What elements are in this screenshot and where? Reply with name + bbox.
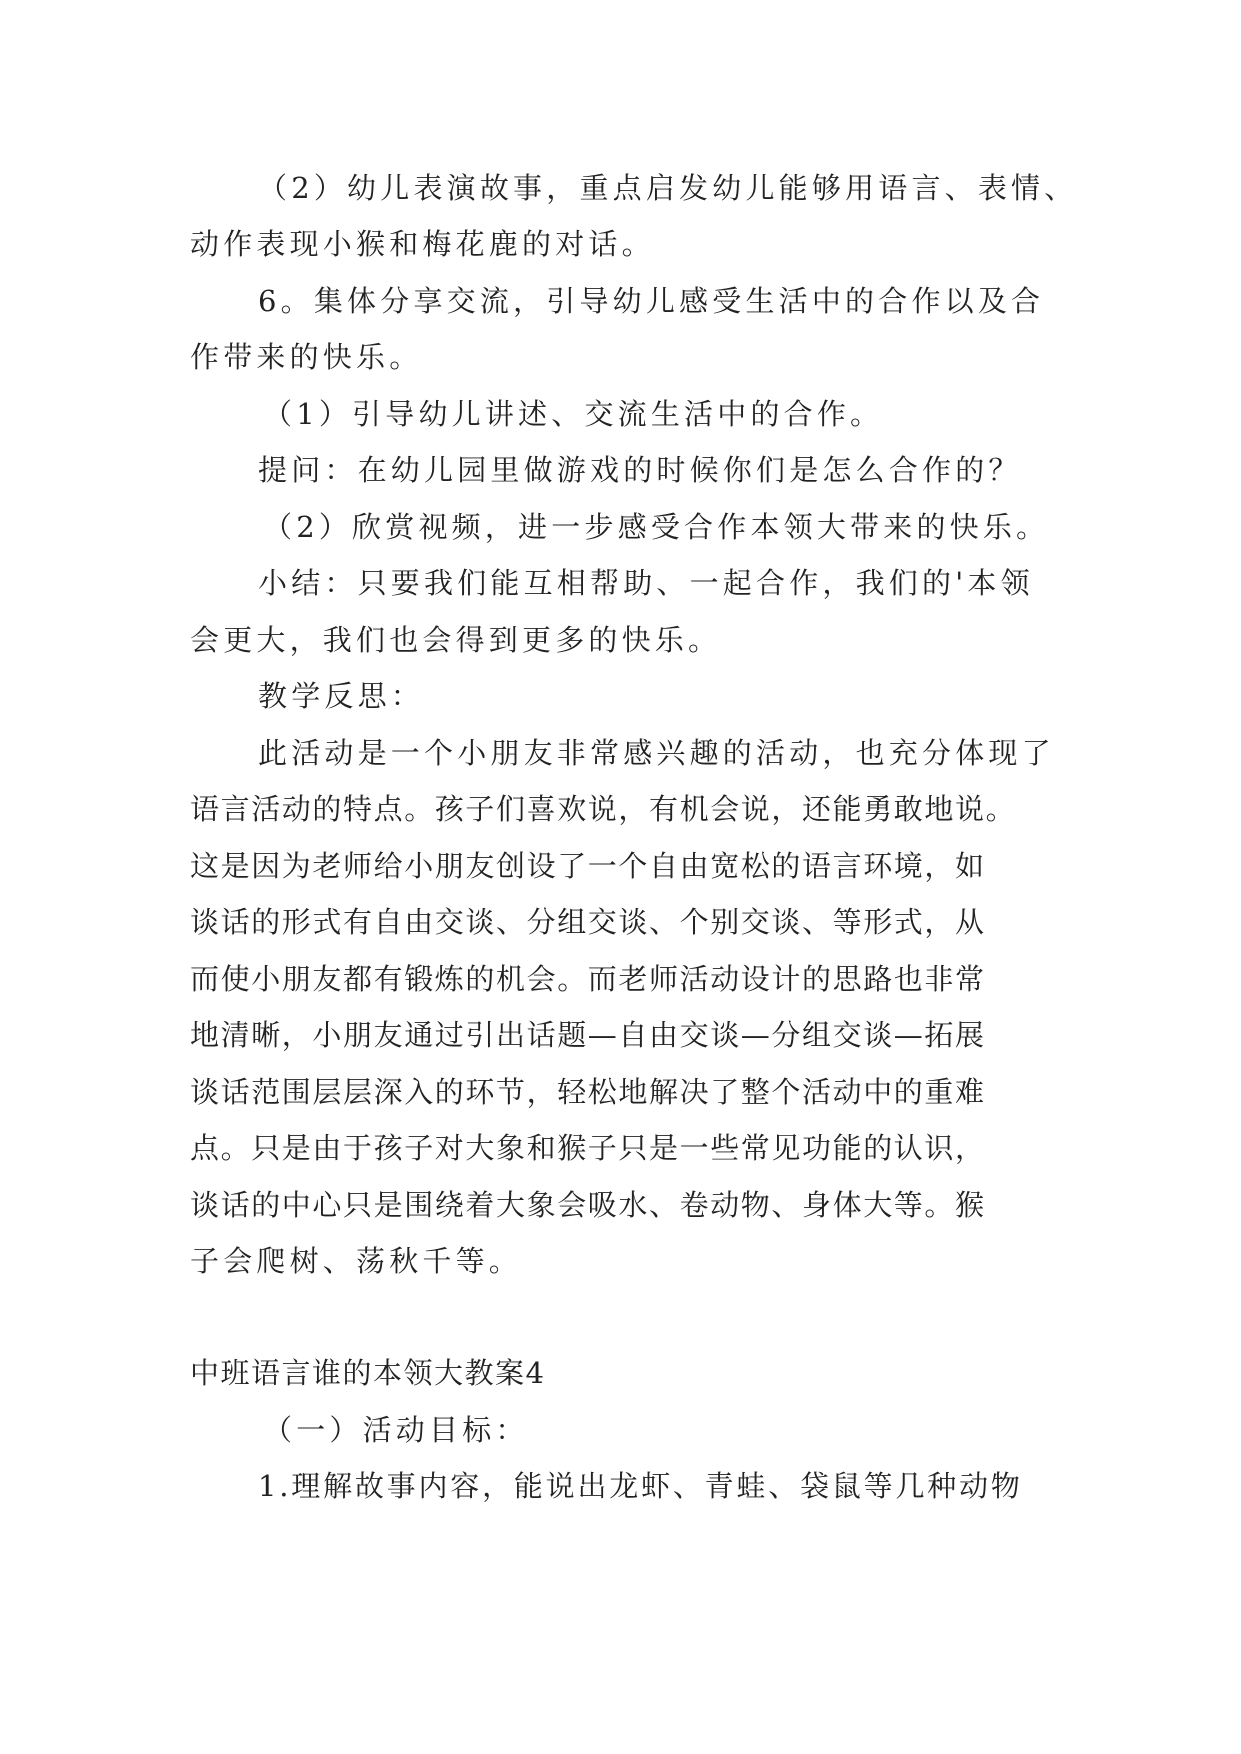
- paragraph-line-14: 谈话的形式有自由交谈、分组交谈、个别交谈、等形式，从: [190, 905, 986, 939]
- paragraph-line-5: （1）引导幼儿讲述、交流生活中的合作。: [263, 397, 884, 431]
- paragraph-line-2: 动作表现小猴和梅花鹿的对话。: [190, 227, 655, 261]
- paragraph-line-19: 谈话的中心只是围绕着大象会吸水、卷动物、身体大等。猴: [190, 1188, 986, 1222]
- paragraph-line-15: 而使小朋友都有锻炼的机会。而老师活动设计的思路也非常: [190, 962, 986, 996]
- paragraph-line-11: 此活动是一个小朋友非常感兴趣的活动，也充分体现了: [258, 736, 1055, 770]
- section-heading-reflection: 教学反思：: [258, 679, 425, 713]
- paragraph-line-17: 谈话范围层层深入的环节，轻松地解决了整个活动中的重难: [190, 1075, 986, 1109]
- paragraph-line-8: 小结：只要我们能互相帮助、一起合作，我们的'本领: [258, 566, 1034, 600]
- paragraph-line-9: 会更大，我们也会得到更多的快乐。: [190, 623, 722, 657]
- paragraph-line-13: 这是因为老师给小朋友创设了一个自由宽松的语言环境，如: [190, 849, 986, 883]
- paragraph-line-6: 提问：在幼儿园里做游戏的时候你们是怎么合作的？: [258, 453, 1022, 487]
- paragraph-line-18: 点。只是由于孩子对大象和猴子只是一些常见功能的认识，: [190, 1131, 986, 1165]
- paragraph-line-7: （2）欣赏视频，进一步感受合作本领大带来的快乐。: [263, 510, 1050, 544]
- paragraph-line-12: 语言活动的特点。孩子们喜欢说，有机会说，还能勇敢地说。: [190, 792, 1017, 826]
- paragraph-line-4: 作带来的快乐。: [190, 340, 423, 374]
- paragraph-line-3: 6。集体分享交流，引导幼儿感受生活中的合作以及合: [258, 284, 1045, 318]
- paragraph-line-20: 子会爬树、荡秋千等。: [190, 1244, 523, 1278]
- goal-item-1: 1.理解故事内容，能说出龙虾、青蛙、袋鼠等几种动物: [258, 1469, 1023, 1503]
- paragraph-line-1: （2）幼儿表演故事，重点启发幼儿能够用语言、表情、: [258, 171, 1078, 205]
- lesson-plan-title: 中班语言谁的本领大教案4: [190, 1356, 546, 1390]
- paragraph-line-16: 地清晰，小朋友通过引出话题—自由交谈—分组交谈—拓展: [190, 1018, 986, 1052]
- section-heading-goals: （一）活动目标：: [263, 1413, 529, 1447]
